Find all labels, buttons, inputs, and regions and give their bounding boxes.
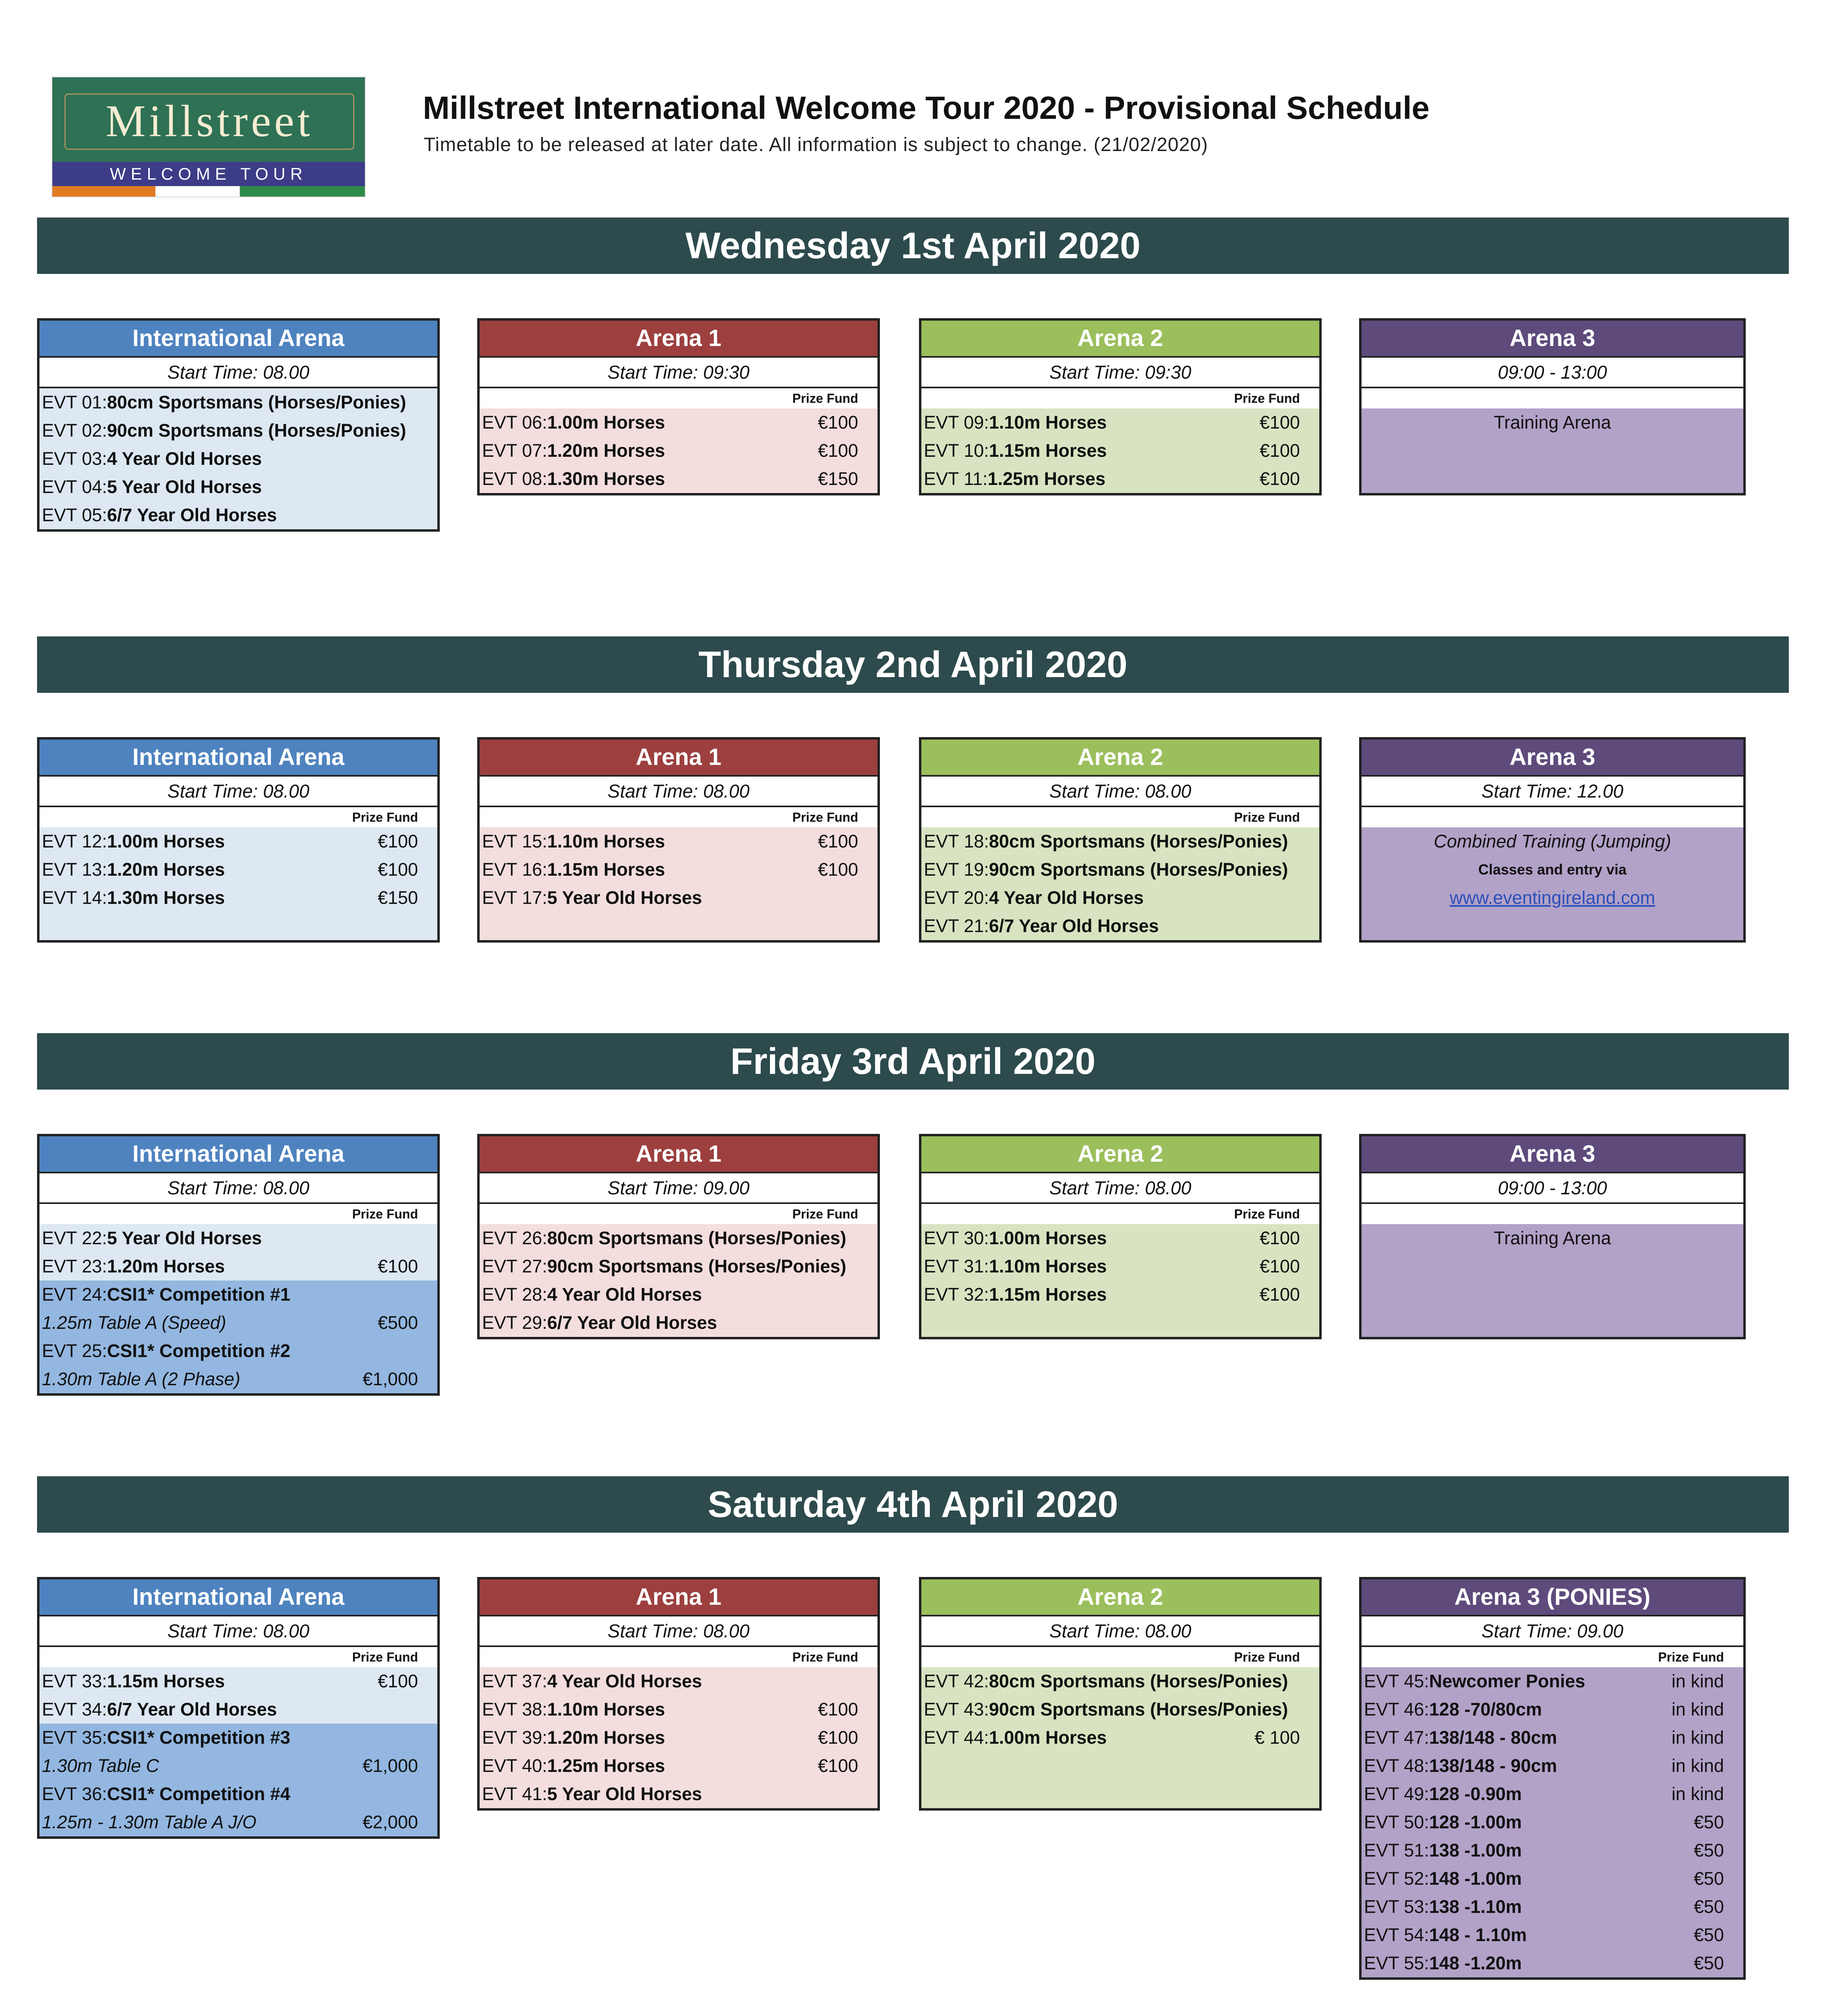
arena-2-box	[919, 1134, 1322, 1339]
event-row: EVT 11:1.25m Horses €100	[921, 465, 1319, 493]
event-row: EVT 15:1.10m Horses €100	[480, 827, 877, 856]
arena-3-box	[1359, 1134, 1746, 1339]
start-time: Start Time: 08.00	[39, 1173, 437, 1204]
arena-2-box	[919, 318, 1322, 495]
event-row: EVT 32:1.15m Horses €100	[921, 1281, 1319, 1309]
start-time: Start Time: 08.00	[921, 1173, 1319, 1204]
event-row: EVT 02:90cm Sportsmans (Horses/Ponies)	[39, 416, 437, 445]
event-row: EVT 48:138/148 - 90cm in kind	[1362, 1752, 1743, 1780]
event-row: EVT 43:90cm Sportsmans (Horses/Ponies)	[921, 1695, 1319, 1724]
event-row: EVT 37:4 Year Old Horses	[480, 1667, 877, 1695]
event-row: EVT 04:5 Year Old Horses	[39, 473, 437, 501]
arena-1-box	[477, 1577, 880, 1811]
event-row: EVT 35:CSI1* Competition #3	[39, 1724, 437, 1752]
event-row: EVT 55:148 -1.20m €50	[1362, 1949, 1743, 1977]
logo-word: Millstreet	[64, 93, 354, 150]
start-time: Start Time: 12.00	[1362, 777, 1743, 807]
international-arena-box	[37, 1134, 440, 1396]
arena-header: Arena 2	[921, 1579, 1319, 1616]
prize-fund-label: Prize Fund	[1362, 1647, 1743, 1667]
arena-header: International Arena	[39, 1579, 437, 1616]
arena-header: Arena 3 (PONIES)	[1362, 1579, 1743, 1616]
arena-header: Arena 1	[480, 740, 877, 777]
arena-3-note: Training Arena	[1494, 1228, 1611, 1248]
start-time: Start Time: 08.00	[921, 777, 1319, 807]
event-row: EVT 42:80cm Sportsmans (Horses/Ponies)	[921, 1667, 1319, 1695]
prize-fund-label: Prize Fund	[39, 1204, 437, 1224]
event-row: EVT 36:CSI1* Competition #4	[39, 1780, 437, 1808]
start-time: 09:00 - 13:00	[1362, 1173, 1743, 1204]
arena-3-box	[1359, 318, 1746, 495]
arena-header: International Arena	[39, 1136, 437, 1173]
arena-3-box	[1359, 1577, 1746, 1980]
international-arena-box	[37, 318, 440, 532]
event-row: EVT 27:90cm Sportsmans (Horses/Ponies)	[480, 1252, 877, 1281]
event-row: EVT 12:1.00m Horses €100	[39, 827, 437, 856]
arena-header: Arena 3	[1362, 740, 1743, 777]
event-row: EVT 51:138 -1.00m €50	[1362, 1836, 1743, 1865]
day-title: Friday 3rd April 2020	[37, 1033, 1789, 1090]
international-arena-box	[37, 737, 440, 943]
logo-tag: WELCOME TOUR	[52, 162, 365, 186]
day-title: Saturday 4th April 2020	[37, 1476, 1789, 1533]
prize-fund-label: Prize Fund	[921, 1647, 1319, 1667]
event-detail-row: 1.25m Table A (Speed) €500	[39, 1309, 437, 1337]
event-row: EVT 26:80cm Sportsmans (Horses/Ponies)	[480, 1224, 877, 1252]
arena-2-box	[919, 1577, 1322, 1811]
event-row: EVT 30:1.00m Horses €100	[921, 1224, 1319, 1252]
prize-fund-label: Prize Fund	[480, 1204, 877, 1224]
event-row: EVT 19:90cm Sportsmans (Horses/Ponies)	[921, 856, 1319, 884]
arena-header: Arena 1	[480, 1579, 877, 1616]
prize-fund-label: Prize Fund	[480, 1647, 877, 1667]
event-row: EVT 28:4 Year Old Horses	[480, 1281, 877, 1309]
day-title: Wednesday 1st April 2020	[37, 218, 1789, 274]
arena-header: Arena 3	[1362, 321, 1743, 358]
arena-header: Arena 2	[921, 321, 1319, 358]
event-row: EVT 40:1.25m Horses €100	[480, 1752, 877, 1780]
start-time: Start Time: 09.00	[1362, 1616, 1743, 1647]
event-row: EVT 17:5 Year Old Horses	[480, 884, 877, 912]
prize-fund-label: Prize Fund	[39, 1647, 437, 1667]
prize-fund-label: Prize Fund	[921, 388, 1319, 408]
event-row: EVT 08:1.30m Horses €150	[480, 465, 877, 493]
arena-3-note: Combined Training (Jumping)	[1434, 831, 1671, 852]
event-row: EVT 24:CSI1* Competition #1	[39, 1281, 437, 1309]
event-detail-row: 1.30m Table C €1,000	[39, 1752, 437, 1780]
day-title: Thursday 2nd April 2020	[37, 636, 1789, 693]
page-subtitle: Timetable to be released at later date. All information is subject to change. (21/02/2020)	[424, 134, 1208, 155]
arena-3-info	[1362, 408, 1743, 493]
event-row: EVT 13:1.20m Horses €100	[39, 856, 437, 884]
arena-header: International Arena	[39, 321, 437, 358]
arena-1-box	[477, 1134, 880, 1339]
prize-fund-label: Prize Fund	[39, 807, 437, 827]
event-detail-row: 1.25m - 1.30m Table A J/O €2,000	[39, 1808, 437, 1836]
prize-fund-label: Prize Fund	[480, 388, 877, 408]
eventing-ireland-link[interactable]: www.eventingireland.com	[1449, 887, 1656, 908]
event-row: EVT 33:1.15m Horses €100	[39, 1667, 437, 1695]
event-row: EVT 16:1.15m Horses €100	[480, 856, 877, 884]
event-detail-row: 1.30m Table A (2 Phase) €1,000	[39, 1365, 437, 1393]
event-row: EVT 06:1.00m Horses €100	[480, 408, 877, 437]
arena-header: Arena 1	[480, 1136, 877, 1173]
event-row: EVT 34:6/7 Year Old Horses	[39, 1695, 437, 1724]
event-row: EVT 01:80cm Sportsmans (Horses/Ponies)	[39, 388, 437, 416]
arena-header: Arena 3	[1362, 1136, 1743, 1173]
start-time: Start Time: 09:30	[921, 358, 1319, 388]
millstreet-logo	[52, 77, 366, 197]
arena-3-info	[1362, 1224, 1743, 1337]
event-row: EVT 09:1.10m Horses €100	[921, 408, 1319, 437]
arena-header: Arena 2	[921, 740, 1319, 777]
arena-3-note: Training Arena	[1494, 412, 1611, 433]
prize-fund-label: Prize Fund	[921, 1204, 1319, 1224]
event-row: EVT 18:80cm Sportsmans (Horses/Ponies)	[921, 827, 1319, 856]
event-row: EVT 23:1.20m Horses €100	[39, 1252, 437, 1281]
arena-1-box	[477, 318, 880, 495]
prize-fund-label: Prize Fund	[480, 807, 877, 827]
event-row: EVT 49:128 -0.90m in kind	[1362, 1780, 1743, 1808]
start-time: Start Time: 08.00	[39, 1616, 437, 1647]
start-time: Start Time: 08.00	[480, 1616, 877, 1647]
event-row: EVT 54:148 - 1.10m €50	[1362, 1921, 1743, 1949]
event-row: EVT 47:138/148 - 80cm in kind	[1362, 1724, 1743, 1752]
event-row: EVT 53:138 -1.10m €50	[1362, 1893, 1743, 1921]
arena-3-box	[1359, 737, 1746, 943]
international-arena-box	[37, 1577, 440, 1839]
logo-flag-stripe	[52, 186, 365, 197]
arena-3-info	[1362, 827, 1743, 940]
start-time: Start Time: 09.00	[480, 1173, 877, 1204]
arena-header: International Arena	[39, 740, 437, 777]
arena-header: Arena 2	[921, 1136, 1319, 1173]
start-time: Start Time: 08.00	[39, 777, 437, 807]
start-time: Start Time: 08.00	[921, 1616, 1319, 1647]
start-time: Start Time: 08.00	[39, 358, 437, 388]
event-row: EVT 07:1.20m Horses €100	[480, 437, 877, 465]
start-time: Start Time: 08.00	[480, 777, 877, 807]
event-row: EVT 46:128 -70/80cm in kind	[1362, 1695, 1743, 1724]
event-row: EVT 20:4 Year Old Horses	[921, 884, 1319, 912]
event-row: EVT 29:6/7 Year Old Horses	[480, 1309, 877, 1337]
event-row: EVT 22:5 Year Old Horses	[39, 1224, 437, 1252]
event-row: EVT 10:1.15m Horses €100	[921, 437, 1319, 465]
prize-fund-label: Prize Fund	[921, 807, 1319, 827]
event-row: EVT 14:1.30m Horses €150	[39, 884, 437, 912]
arena-header: Arena 1	[480, 321, 877, 358]
event-row: EVT 45:Newcomer Ponies in kind	[1362, 1667, 1743, 1695]
event-row: EVT 41:5 Year Old Horses	[480, 1780, 877, 1808]
event-row: EVT 52:148 -1.00m €50	[1362, 1865, 1743, 1893]
event-row: EVT 44:1.00m Horses € 100	[921, 1724, 1319, 1752]
event-row: EVT 38:1.10m Horses €100	[480, 1695, 877, 1724]
event-row: EVT 03:4 Year Old Horses	[39, 445, 437, 473]
event-row: EVT 50:128 -1.00m €50	[1362, 1808, 1743, 1836]
arena-2-box	[919, 737, 1322, 943]
start-time: Start Time: 09:30	[480, 358, 877, 388]
arena-1-box	[477, 737, 880, 943]
event-row: EVT 39:1.20m Horses €100	[480, 1724, 877, 1752]
arena-3-note: Classes and entry via	[1478, 861, 1627, 878]
event-row: EVT 25:CSI1* Competition #2	[39, 1337, 437, 1365]
start-time: 09:00 - 13:00	[1362, 358, 1743, 388]
event-row: EVT 21:6/7 Year Old Horses	[921, 912, 1319, 940]
page-title: Millstreet International Welcome Tour 2020 - Provisional Schedule	[423, 90, 1430, 126]
event-row: EVT 31:1.10m Horses €100	[921, 1252, 1319, 1281]
event-row: EVT 05:6/7 Year Old Horses	[39, 501, 437, 529]
